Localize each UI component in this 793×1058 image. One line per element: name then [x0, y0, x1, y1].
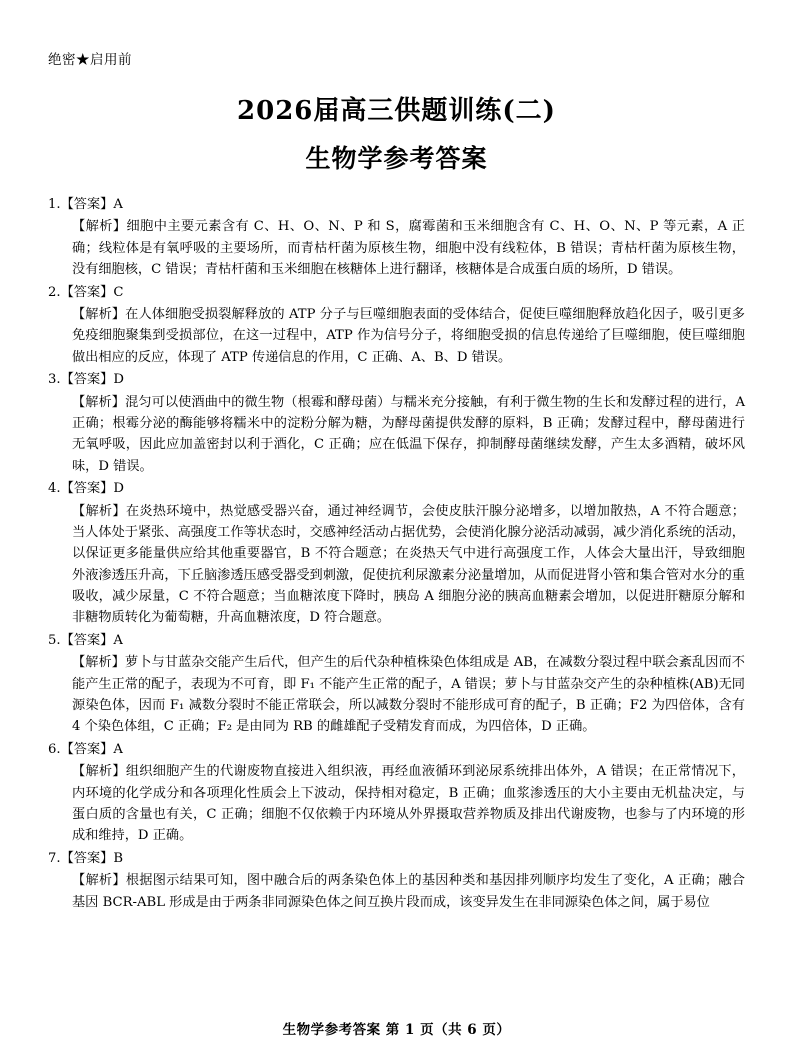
page-subtitle: 生物学参考答案 — [305, 144, 488, 173]
explanation-text: 【解析】组织细胞产生的代谢废物直接进入组织液，再经血液循环到泌尿系统排出体外，A 错误；在正常情况下，内环境的化学成分和各项理化性质会上下波动，保持相对稳定，B 正确；血浆渗透压的大小主要由无机盐决定，与蛋白质的含量也有关，C 正确；细胞不仅依赖于内环境从外界摄取营养物质及排出代谢废物，也参与了内环境的形成和维持，D 正确。 — [72, 764, 745, 844]
explanation-text: 【解析】根据图示结果可知，图中融合后的两条染色体上的基因种类和基因排列顺序均发生了变化，A 正确；融合基因 BCR-ABL 形成是由于两条非同源染色体之间互换片段而成，该变异发生在非同源染色体之间，属于易位 — [72, 873, 745, 910]
explanation-text: 【解析】在人体细胞受损裂解释放的 ATP 分子与巨噬细胞表面的受体结合，促使巨噬细胞释放趋化因子，吸引更多免疫细胞聚集到受损部位，在这一过程中，ATP 作为信号分子，将细胞受损的信息传递给了巨噬细胞，使巨噬细胞做出相应的反应，体现了 ATP 传递信息的作用，C 正确、A、B、D 错误。 — [72, 307, 745, 365]
question-block — [48, 283, 745, 369]
question-block — [48, 479, 745, 629]
page-title: 2026届高三供题训练(二) — [237, 96, 556, 126]
question-block — [48, 740, 745, 847]
answer-line: 6.【答案】A — [48, 741, 123, 757]
answer-line: 4.【答案】D — [48, 481, 124, 497]
page-footer: 生物学参考答案 第 1 页（共 6 页） — [282, 1022, 511, 1038]
answer-line: 2.【答案】C — [48, 284, 124, 300]
answers-content — [48, 195, 745, 913]
explanation-text: 【解析】细胞中主要元素含有 C、H、O、N、P 和 S，腐霉菌和玉米细胞含有 C、H、O、N、P 等元素，A 正确；线粒体是有氧呼吸的主要场所，而青枯杆菌为原核生物，细胞中没有线粒体，B 错误；青枯杆菌为原核生物，没有细胞核，C 错误；青枯杆菌和玉米细胞在核糖体上进行翻译，核糖体是合成蛋白质的场所，D 错误。 — [72, 219, 745, 278]
explanation-text: 【解析】在炎热环境中，热觉感受器兴奋，通过神经调节，会使皮肤汗腺分泌增多，以增加散热，A 不符合题意；当人体处于紧张、高强度工作等状态时，交感神经活动占据优势，会使消化腺分泌活动减弱，减少消化系统的活动，以保证更多能量供应给其他重要器官，B 不符合题意；在炎热天气中进行高强度工作，人体会大量出汗，导致细胞外液渗透压升高，下丘脑渗透压感受器受到刺激，促使抗利尿激素分泌量增加，从而促进肾小管和集合管对水分的重吸收，减少尿量，C 不符合题意；当血糖浓度下降时，胰岛 A 细胞分泌的胰高血糖素会增加，以促进肝糖原分解和非糖物质转化为葡萄糖，升高血糖浓度，D 符合题意。 — [72, 503, 745, 626]
explanation-text: 【解析】萝卜与甘蓝杂交能产生后代，但产生的后代杂种植株染色体组成是 AB，在减数分裂过程中联会紊乱因而不能产生正常的配子，表现为不可育，即 F₁ 不能产生正常的配子，A 错误；萝卜与甘蓝杂交产生的杂种植株(AB)无同源染色体，因而 F₁ 减数分裂时不能正常联会，所以减数分裂时不能形成可育的配子，B 正确；F2 为四倍体，含有 4 个染色体组，C 正确；F₂ 是由同为 RB 的雌雄配子受精发育而成，为四倍体，D 正确。 — [72, 655, 745, 735]
question-block — [48, 370, 745, 477]
question-block — [48, 631, 745, 738]
question-block — [48, 195, 745, 281]
answer-line: 7.【答案】B — [48, 850, 124, 866]
explanation-text: 【解析】混匀可以使酒曲中的微生物（根霉和酵母菌）与糯米充分接触，有利于微生物的生长和发酵过程的进行，A 正确；根霉分泌的酶能够将糯米中的淀粉分解为糖，为酵母菌提供发酵的原料，B 正确；发酵过程中，酵母菌进行无氧呼吸，因此应加盖密封以利于酒化，C 正确；应在低温下保存，抑制酵母菌继续发酵，产生太多酒精，破坏风味，D 错误。 — [72, 394, 745, 474]
secret-mark: 绝密★启用前 — [48, 52, 132, 68]
answer-line: 1.【答案】A — [48, 197, 123, 212]
question-block — [48, 849, 745, 913]
answer-line: 5.【答案】A — [48, 632, 123, 648]
answer-line: 3.【答案】D — [48, 372, 124, 388]
